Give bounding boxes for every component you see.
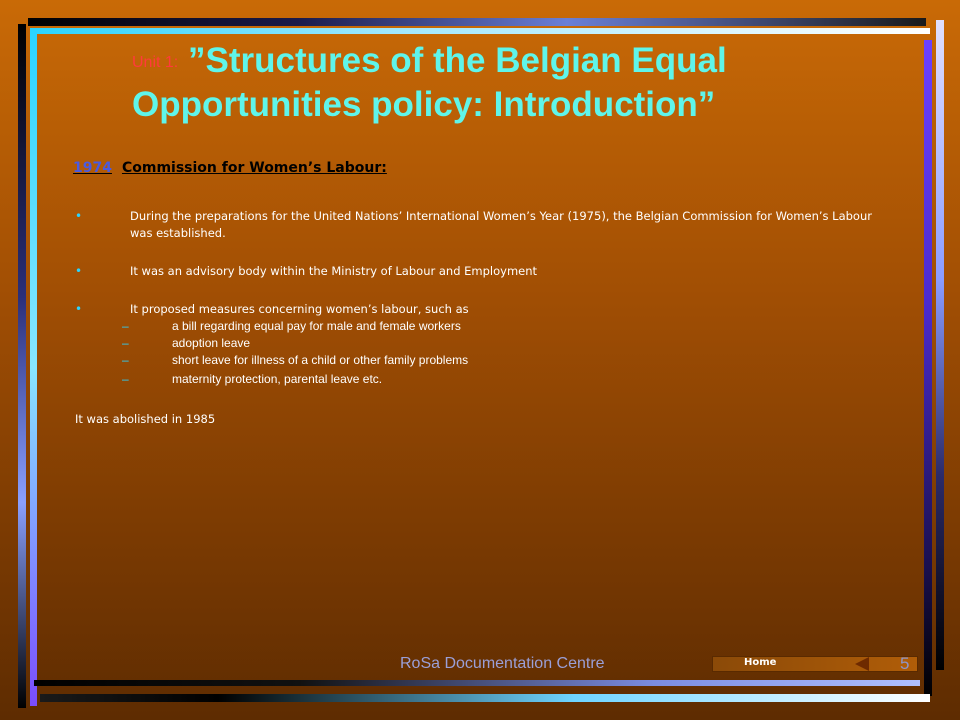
heading-year: 1974 — [73, 160, 112, 176]
dash-icon: – — [122, 319, 129, 333]
section-heading — [73, 160, 387, 176]
bullet-icon: • — [75, 264, 83, 278]
footer-org: RoSa Documentation Centre — [400, 655, 605, 672]
bullet-text: It proposed measures concerning women’s labour, such as — [130, 302, 469, 316]
unit-label: Unit 1: — [132, 54, 179, 71]
closing-text: It was abolished in 1985 — [75, 412, 216, 426]
frame-bar-left — [18, 24, 26, 708]
sub-item — [122, 353, 468, 367]
sub-item-text: adoption leave — [172, 336, 251, 350]
sub-item-text: short leave for illness of a child or other family problems — [172, 353, 469, 367]
frame-bar-left-inner — [30, 30, 37, 706]
sub-item — [122, 319, 461, 333]
sub-item — [122, 336, 250, 350]
home-button[interactable]: Home — [744, 657, 777, 668]
nav-bar — [712, 656, 918, 672]
bullet-icon: • — [75, 302, 83, 316]
frame-bar-right-inner — [924, 40, 932, 696]
bullet-item — [75, 263, 887, 280]
frame-bar-bottom-inner — [34, 680, 920, 686]
bullet-text: It was an advisory body within the Ministry of Labour and Employment — [130, 264, 538, 278]
bullet-item — [75, 208, 887, 242]
dash-icon: – — [122, 353, 129, 367]
frame-bar-right — [936, 20, 944, 670]
frame-bar-top — [28, 18, 926, 26]
previous-arrow-icon[interactable] — [855, 657, 869, 671]
frame-bar-top-inner — [30, 28, 930, 34]
dash-icon: – — [122, 372, 129, 386]
sub-item-text: a bill regarding equal pay for male and female workers — [172, 319, 461, 333]
page-number: 5 — [900, 654, 910, 673]
bullet-text: During the preparations for the United Nations’ International Women’s Year (1975), the Belgian Commission for Women’s Labour was established. — [130, 209, 872, 240]
bullet-icon: • — [75, 209, 83, 223]
sub-item — [122, 372, 382, 386]
title-text: ”Structures of the Belgian Equal Opportunities policy: Introduction” — [132, 41, 727, 124]
bullet-item — [75, 301, 887, 318]
sub-item-text: maternity protection, parental leave etc. — [172, 372, 383, 386]
dash-icon: – — [122, 336, 129, 350]
frame-bar-bottom — [40, 694, 930, 702]
slide-title — [132, 40, 892, 126]
heading-text: Commission for Women’s Labour: — [121, 160, 387, 176]
